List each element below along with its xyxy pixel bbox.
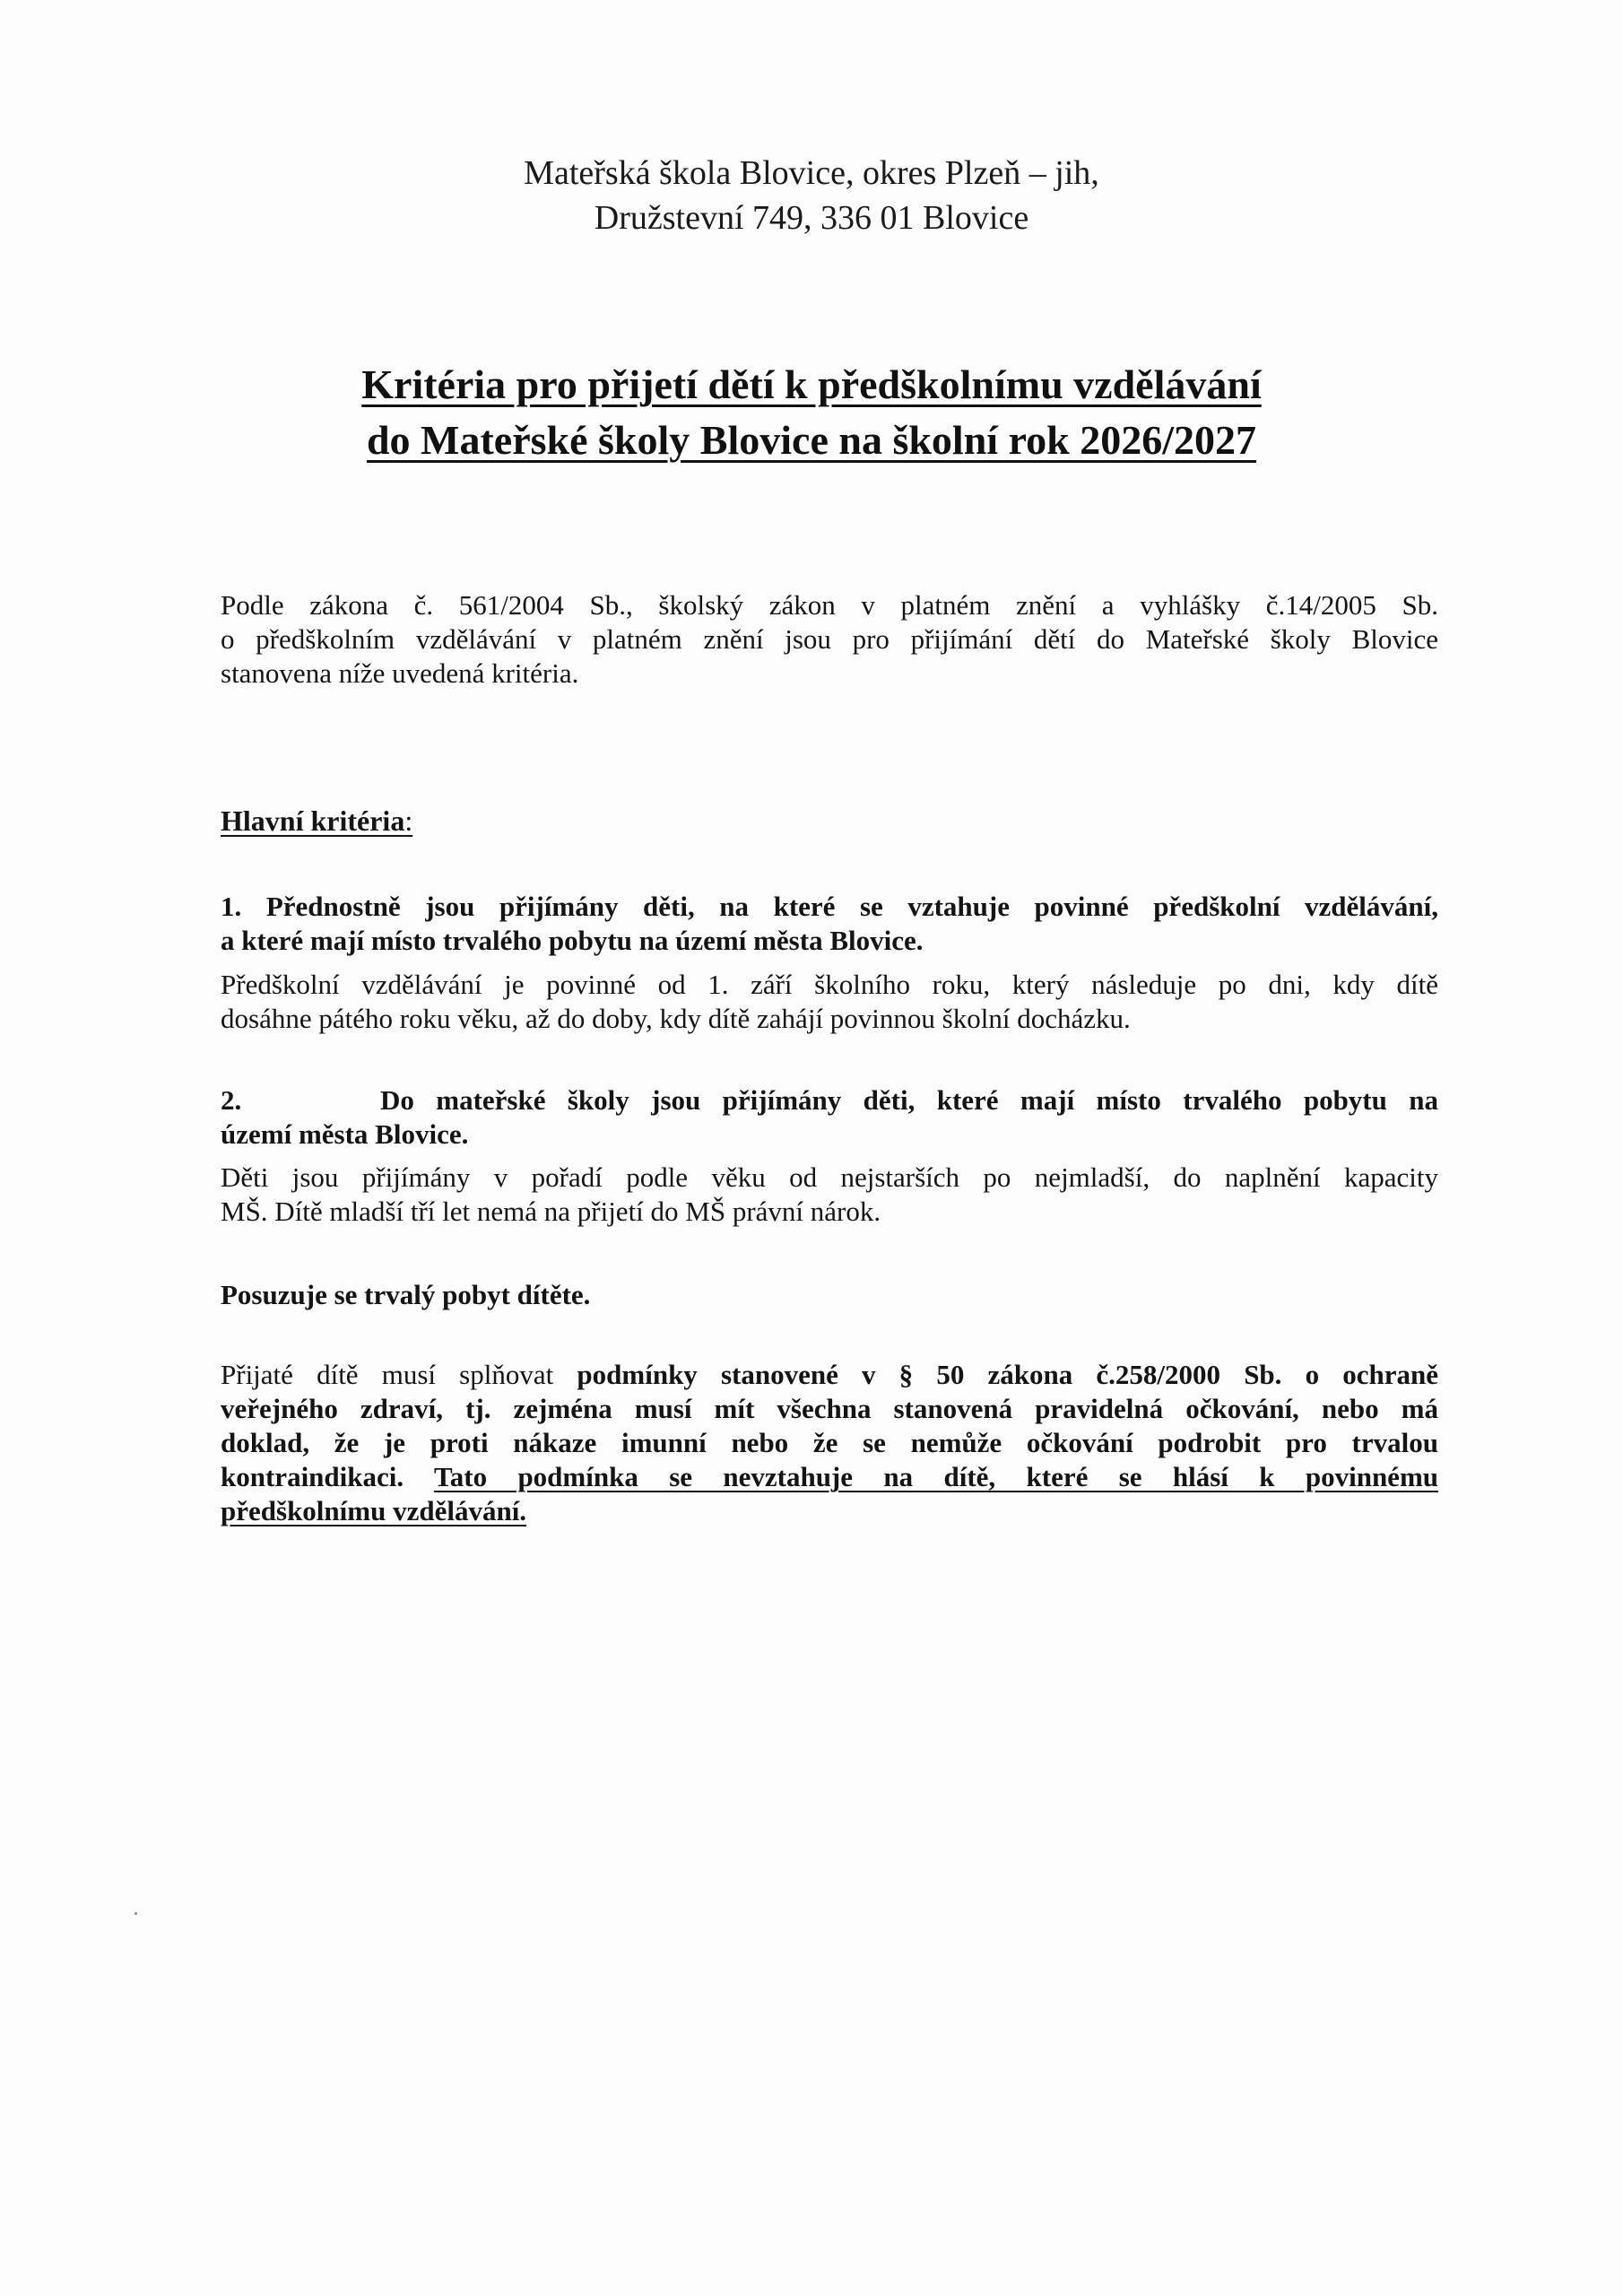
health-text-bold: podmínky stanovené v § 50 zákona č.258/2000 Sb. o ochraně [577, 1359, 1439, 1390]
criterion-2-explanation-line: Děti jsou přijímány v pořadí podle věku od nejstarších po nejmladší, do naplnění kapacity [221, 1161, 1438, 1193]
health-line [221, 1358, 1438, 1392]
criterion-2-line: území města Blovice. [221, 1118, 469, 1150]
criterion-1-text: Přednostně jsou přijímány děti, na které se vztahuje povinné předškolní vzdělávání, [265, 891, 1438, 922]
criterion-2-explanation [221, 1161, 1438, 1229]
scan-speck [135, 1912, 137, 1915]
residence-note: Posuzuje se trvalý pobyt dítěte. [221, 1279, 591, 1310]
criterion-1-explanation [221, 968, 1438, 1036]
main-criteria-heading-colon: : [404, 804, 413, 837]
main-criteria-heading-text: Hlavní kritéria [221, 804, 405, 837]
school-address-line: Družstevní 749, 336 01 Blovice [594, 199, 1029, 237]
criterion-1-explanation-line: Předškolní vzdělávání je povinné od 1. září školního roku, který následuje po dni, kdy dítě [221, 969, 1438, 1000]
criterion-1-statement [221, 890, 1438, 958]
criterion-2-explanation-line: MŠ. Dítě mladší tří let nemá na přijetí do MŠ právní nárok. [221, 1196, 881, 1227]
intro-paragraph [221, 588, 1438, 691]
document-title-line1: Kritéria pro přijetí dětí k předškolnímu vzdělávání [361, 361, 1262, 407]
health-line [221, 1460, 1438, 1494]
document-title-line2: do Mateřské školy Blovice na školní rok 2026/2027 [366, 417, 1257, 463]
health-requirement-paragraph [221, 1358, 1438, 1528]
health-text-bold: kontraindikaci. [221, 1461, 434, 1492]
health-exception-underlined: Tato podmínka se nevztahuje na dítě, které se hlásí k povinnému [433, 1461, 1439, 1492]
health-text: Přijaté dítě musí splňovat [221, 1359, 577, 1390]
health-line: doklad, že je proti nákaze imunní nebo že se nemůže očkování podrobit pro trvalou [221, 1427, 1438, 1458]
criterion-1-line [221, 890, 1438, 924]
intro-line: o předškolním vzdělávání v platném znění jsou pro přijímání dětí do Mateřské školy Blovice [221, 623, 1438, 655]
criterion-1-line: a které mají místo trvalého pobytu na území města Blovice. [221, 925, 924, 956]
criterion-2-statement [221, 1083, 1438, 1152]
criterion-1-number: 1. [221, 891, 242, 922]
school-name-line: Mateřská škola Blovice, okres Plzeň – jih, [524, 154, 1099, 192]
criterion-2-text: Do mateřské školy jsou přijímány děti, které mají místo trvalého pobytu na [380, 1084, 1438, 1116]
criterion-1-explanation-line: dosáhne pátého roku věku, až do doby, kdy dítě zahájí povinnou školní docházku. [221, 1003, 1131, 1034]
health-line: veřejného zdraví, tj. zejména musí mít všechna stanovená pravidelná očkování, nebo má [221, 1393, 1438, 1424]
intro-line: stanovena níže uvedená kritéria. [221, 657, 579, 689]
main-criteria-heading [221, 803, 412, 839]
criterion-2-line [221, 1083, 1438, 1118]
health-line: předškolnímu vzdělávání. [221, 1495, 527, 1526]
intro-line: Podle zákona č. 561/2004 Sb., školský zákon v platném znění a vyhlášky č.14/2005 Sb. [221, 589, 1438, 621]
criterion-2-number: 2. [221, 1084, 242, 1116]
